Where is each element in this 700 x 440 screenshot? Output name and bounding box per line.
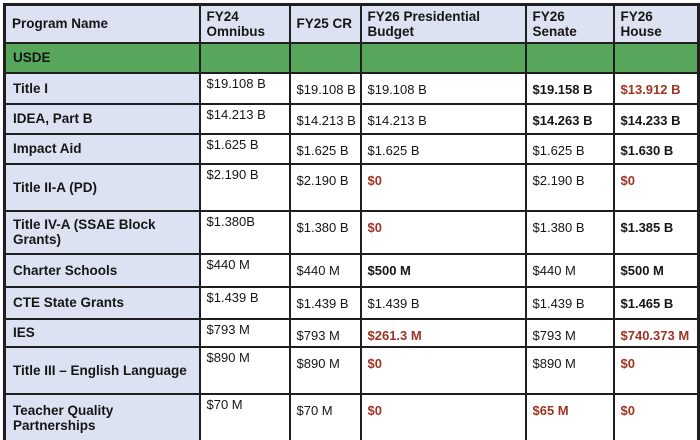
- value-cell-fy25-cr: $70 M: [290, 394, 361, 440]
- program-cell: Title I: [5, 73, 200, 104]
- value-cell-fy24-omnibus: $1.625 B: [200, 134, 290, 164]
- header-row: [5, 5, 699, 43]
- value-cell-fy26-senate: $1.625 B: [526, 134, 614, 164]
- value-cell-fy26-house: $1.385 B: [614, 211, 699, 254]
- value-cell-fy26-senate: $2.190 B: [526, 164, 614, 211]
- program-cell: Teacher Quality Partnerships: [5, 394, 200, 440]
- table-row: [5, 73, 699, 104]
- value-cell-fy26-house: $0: [614, 347, 699, 394]
- program-cell: IES: [5, 319, 200, 347]
- value-cell-fy26-presidential-budget: $1.439 B: [361, 287, 526, 319]
- value-cell-fy26-senate: $14.263 B: [526, 104, 614, 134]
- value-cell-fy26-senate: $1.439 B: [526, 287, 614, 319]
- value-cell-fy26-house: $14.233 B: [614, 104, 699, 134]
- table-header: [5, 5, 699, 43]
- value-cell-fy25-cr: $890 M: [290, 347, 361, 394]
- section-cell: [526, 43, 614, 73]
- value-cell-fy24-omnibus: $70 M: [200, 394, 290, 440]
- table-row: [5, 134, 699, 164]
- table-row: [5, 254, 699, 287]
- value-cell-fy26-house: $13.912 B: [614, 73, 699, 104]
- program-cell: Impact Aid: [5, 134, 200, 164]
- column-header-fy26-presidential-budget: FY26 Presidential Budget: [361, 5, 526, 43]
- column-header-fy24-omnibus: FY24 Omnibus: [200, 5, 290, 43]
- section-row-usde: [5, 43, 699, 73]
- value-cell-fy24-omnibus: $793 M: [200, 319, 290, 347]
- table-row: [5, 319, 699, 347]
- section-label-usde: USDE: [5, 43, 200, 73]
- value-cell-fy25-cr: $19.108 B: [290, 73, 361, 104]
- section-cell: [614, 43, 699, 73]
- value-cell-fy24-omnibus: $14.213 B: [200, 104, 290, 134]
- value-cell-fy25-cr: $1.625 B: [290, 134, 361, 164]
- program-cell: IDEA, Part B: [5, 104, 200, 134]
- column-header-fy25-cr: FY25 CR: [290, 5, 361, 43]
- column-header-fy26-house: FY26 House: [614, 5, 699, 43]
- section-cell: [200, 43, 290, 73]
- table-row: [5, 164, 699, 211]
- program-cell: Title II-A (PD): [5, 164, 200, 211]
- value-cell-fy26-house: $0: [614, 164, 699, 211]
- value-cell-fy26-presidential-budget: $19.108 B: [361, 73, 526, 104]
- value-cell-fy26-presidential-budget: $0: [361, 394, 526, 440]
- value-cell-fy26-house: $500 M: [614, 254, 699, 287]
- column-header-program-name: Program Name: [5, 5, 200, 43]
- program-cell: CTE State Grants: [5, 287, 200, 319]
- table-row: [5, 347, 699, 394]
- value-cell-fy26-presidential-budget: $0: [361, 347, 526, 394]
- section-cell: [290, 43, 361, 73]
- program-cell: Title IV-A (SSAE Block Grants): [5, 211, 200, 254]
- value-cell-fy26-senate: $1.380 B: [526, 211, 614, 254]
- table-body: [5, 43, 699, 440]
- value-cell-fy26-presidential-budget: $500 M: [361, 254, 526, 287]
- value-cell-fy25-cr: $1.439 B: [290, 287, 361, 319]
- value-cell-fy26-senate: $19.158 B: [526, 73, 614, 104]
- value-cell-fy26-senate: $890 M: [526, 347, 614, 394]
- value-cell-fy24-omnibus: $890 M: [200, 347, 290, 394]
- value-cell-fy26-house: $740.373 M: [614, 319, 699, 347]
- value-cell-fy26-house: $1.465 B: [614, 287, 699, 319]
- value-cell-fy26-house: $0: [614, 394, 699, 440]
- value-cell-fy26-presidential-budget: $14.213 B: [361, 104, 526, 134]
- program-cell: Title III – English Language: [5, 347, 200, 394]
- value-cell-fy25-cr: $1.380 B: [290, 211, 361, 254]
- value-cell-fy25-cr: $2.190 B: [290, 164, 361, 211]
- value-cell-fy26-house: $1.630 B: [614, 134, 699, 164]
- value-cell-fy26-presidential-budget: $0: [361, 164, 526, 211]
- table-row: [5, 394, 699, 440]
- table-row: [5, 287, 699, 319]
- value-cell-fy24-omnibus: $2.190 B: [200, 164, 290, 211]
- value-cell-fy24-omnibus: $1.439 B: [200, 287, 290, 319]
- value-cell-fy26-presidential-budget: $261.3 M: [361, 319, 526, 347]
- table-row: [5, 104, 699, 134]
- value-cell-fy25-cr: $793 M: [290, 319, 361, 347]
- value-cell-fy24-omnibus: $19.108 B: [200, 73, 290, 104]
- value-cell-fy26-senate: $793 M: [526, 319, 614, 347]
- program-cell: Charter Schools: [5, 254, 200, 287]
- value-cell-fy25-cr: $14.213 B: [290, 104, 361, 134]
- value-cell-fy26-senate: $440 M: [526, 254, 614, 287]
- budget-table: [3, 3, 700, 440]
- table-row: [5, 211, 699, 254]
- section-cell: [361, 43, 526, 73]
- column-header-fy26-senate: FY26 Senate: [526, 5, 614, 43]
- value-cell-fy24-omnibus: $1.380B: [200, 211, 290, 254]
- value-cell-fy25-cr: $440 M: [290, 254, 361, 287]
- value-cell-fy26-senate: $65 M: [526, 394, 614, 440]
- value-cell-fy24-omnibus: $440 M: [200, 254, 290, 287]
- value-cell-fy26-presidential-budget: $1.625 B: [361, 134, 526, 164]
- value-cell-fy26-presidential-budget: $0: [361, 211, 526, 254]
